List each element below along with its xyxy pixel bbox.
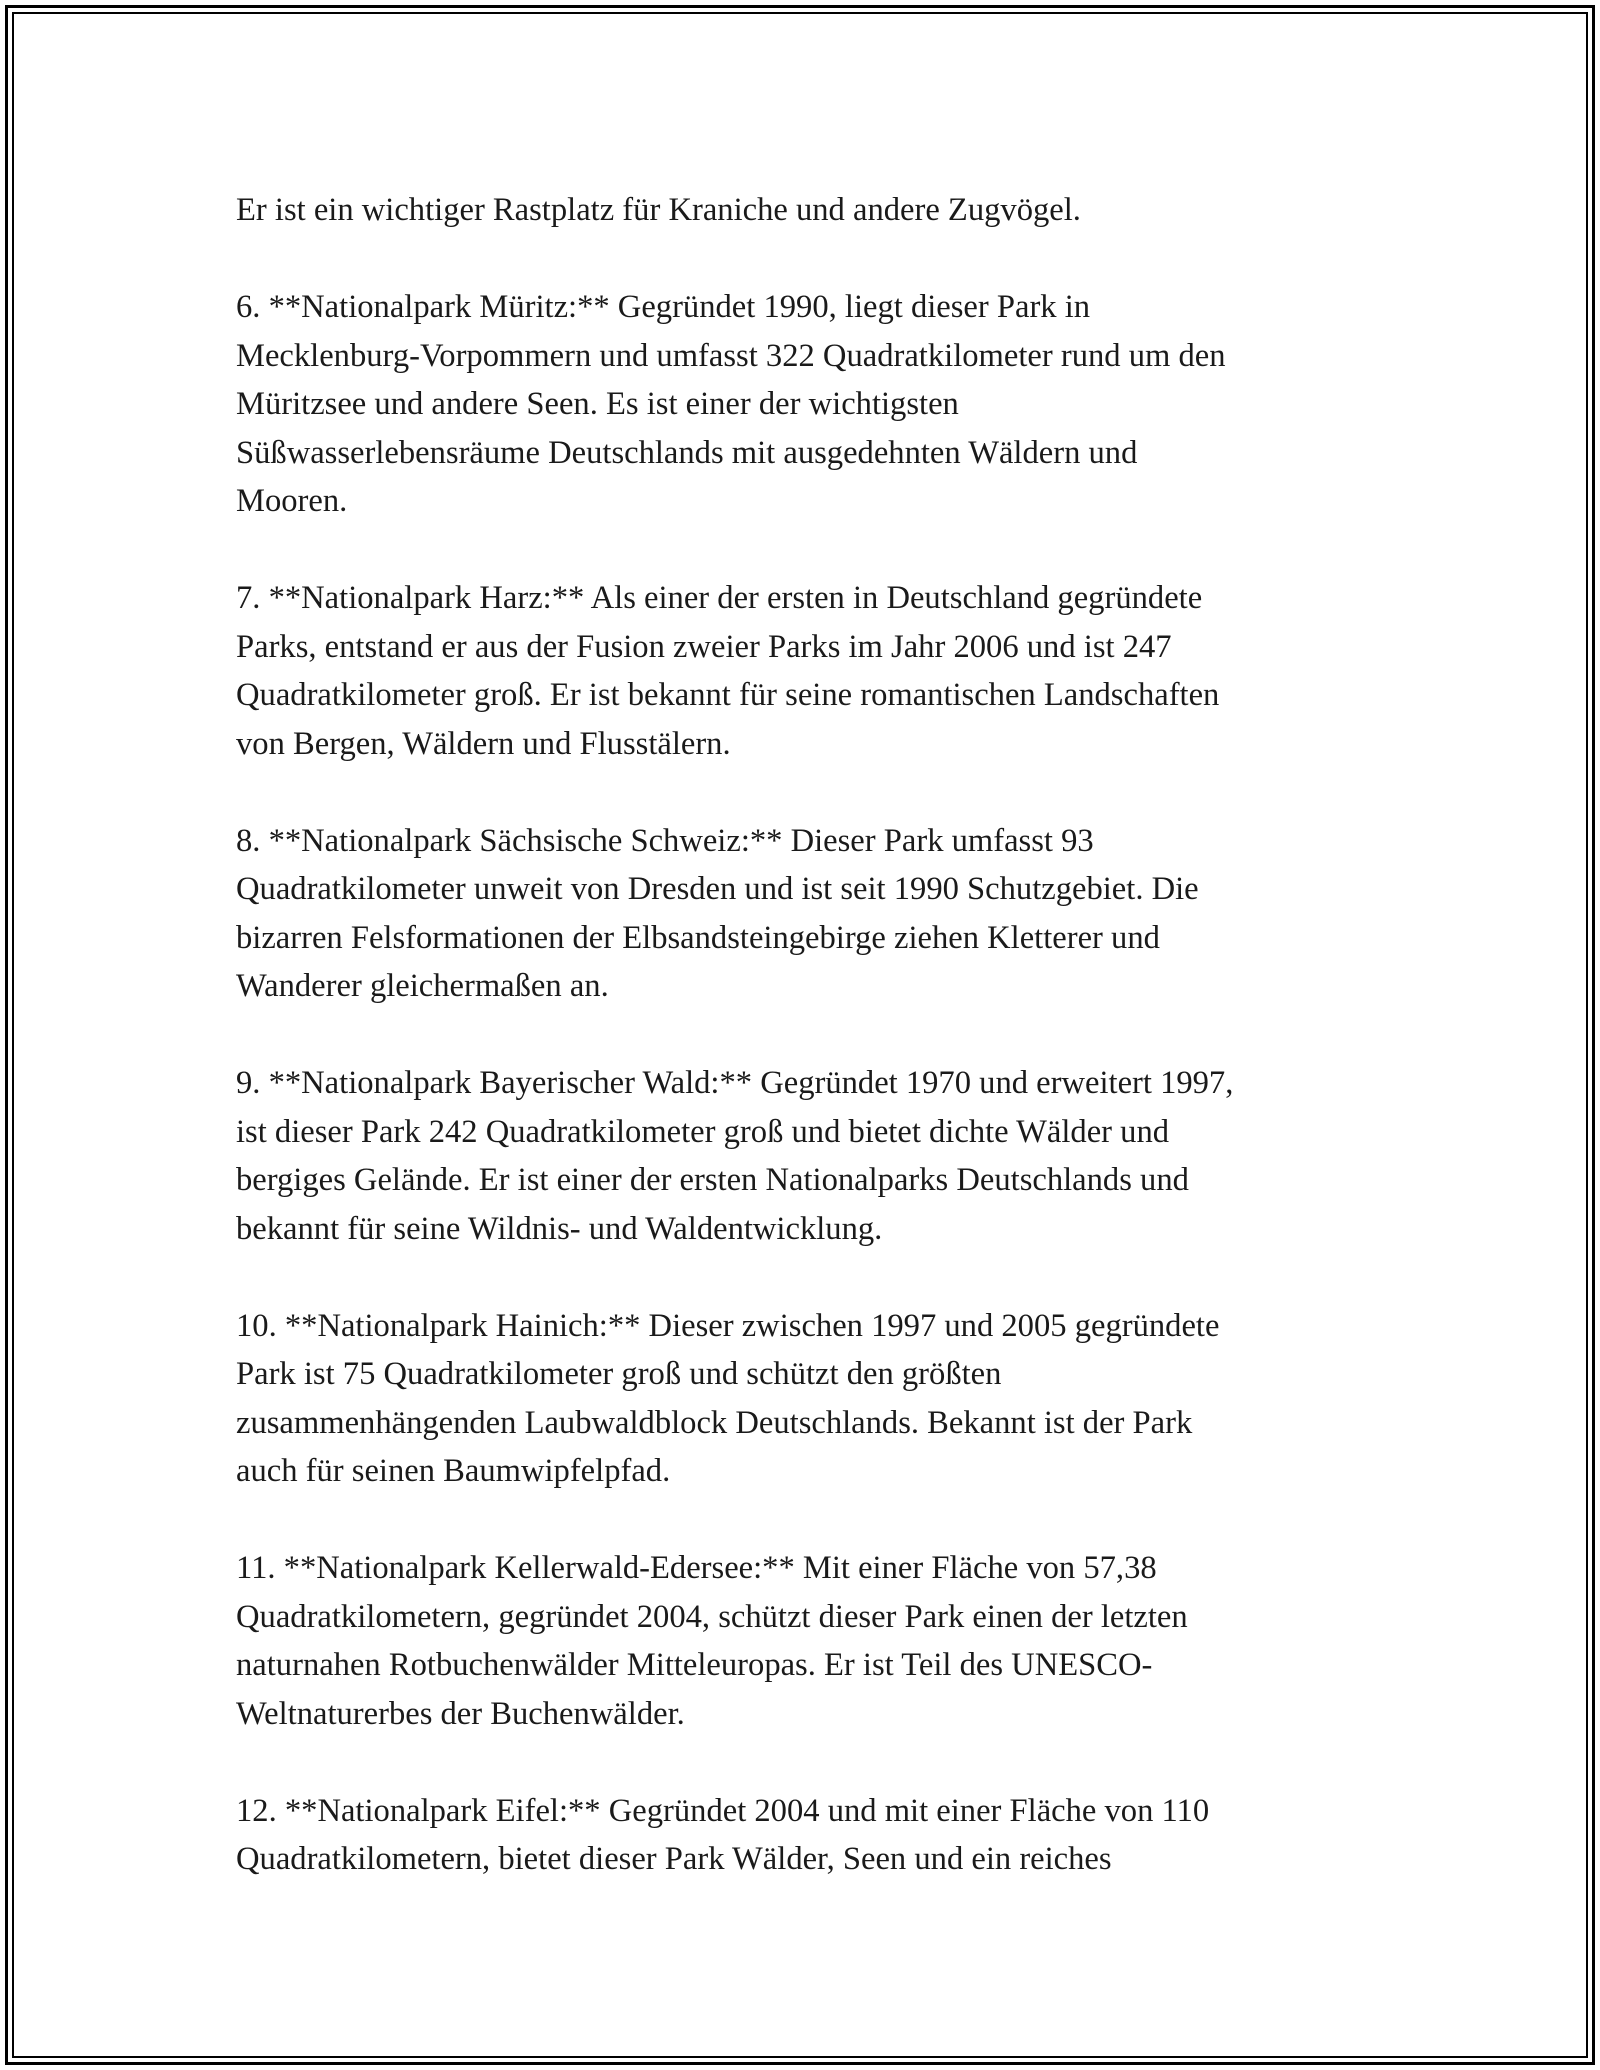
paragraph-intro: Er ist ein wichtiger Rastplatz für Kraniche und andere Zugvögel. <box>236 192 1081 228</box>
paragraph-nationalpark-kellerwald-edersee: 11. **Nationalpark Kellerwald-Edersee:** Mit einer Fläche von 57,38 Quadratkilometern, gegründet 2004, schützt dieser Park einen der letzten naturnahen Rotbuchenwälder Mitteleuropas. Er ist Teil des UNESCO- Weltnaturerbes der Buchenwälder. <box>236 1550 1188 1732</box>
paragraph-nationalpark-eifel: 12. **Nationalpark Eifel:** Gegründet 2004 und mit einer Fläche von 110 Quadratkilometern, bietet dieser Park Wälder, Seen und ein reiches <box>236 1792 1210 1877</box>
paragraph-nationalpark-saechsische-schweiz: 8. **Nationalpark Sächsische Schweiz:** Dieser Park umfasst 93 Quadratkilometer unweit von Dresden und ist seit 1990 Schutzgebiet. Die bizarren Felsformationen der Elbsandsteingebirge ziehen Kletterer und Wanderer gleichermaßen an. <box>236 822 1199 1004</box>
paragraph-nationalpark-harz: 7. **Nationalpark Harz:** Als einer der ersten in Deutschland gegründete Parks, entstand er aus der Fusion zweier Parks im Jahr 2006 und ist 247 Quadratkilometer groß. Er ist bekannt für seine romantischen Landschaften von Bergen, Wäldern und Flusstälern. <box>236 580 1220 762</box>
paragraph-nationalpark-bayerischer-wald: 9. **Nationalpark Bayerischer Wald:** Gegründet 1970 und erweitert 1997, ist dieser Park 242 Quadratkilometer groß und bietet dichte Wälder und bergiges Gelände. Er ist einer der ersten Nationalparks Deutschlands und bekannt für seine Wildnis- und Waldentwicklung. <box>236 1065 1234 1247</box>
paragraph-nationalpark-mueritz: 6. **Nationalpark Müritz:** Gegründet 1990, liegt dieser Park in Mecklenburg-Vorpommern und umfasst 322 Quadratkilometer rund um den Müritzsee und andere Seen. Es ist einer der wichtigsten Süßwasserlebensräume Deutschlands mit ausgedehnten Wäldern und Mooren. <box>236 289 1226 519</box>
document-body <box>236 186 1371 1884</box>
paragraph-nationalpark-hainich: 10. **Nationalpark Hainich:** Dieser zwischen 1997 und 2005 gegründete Park ist 75 Quadratkilometer groß und schützt den größten zusammenhängenden Laubwaldblock Deutschlands. Bekannt ist der Park auch für seinen Baumwipfelpfad. <box>236 1307 1220 1489</box>
